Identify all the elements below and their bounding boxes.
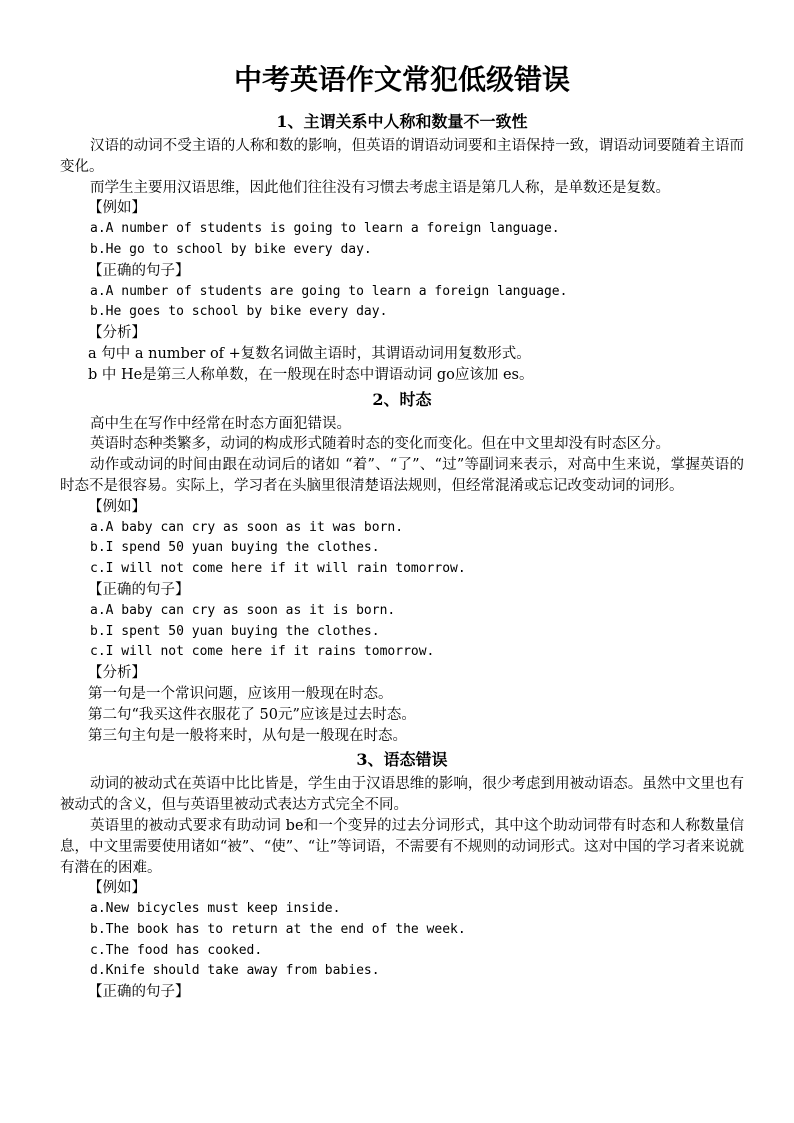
correct-label: 【正确的句子】 — [88, 581, 190, 598]
example-sentence: b.The book has to return at the end of the week. — [90, 921, 466, 937]
paragraph: 而学生主要用汉语思维，因此他们往往没有习惯去考虑主语是第几人称，是单数还是复数。 — [90, 179, 670, 196]
correct-sentence: a.A baby can cry as soon as it is born. — [90, 602, 396, 618]
example-sentence: d.Knife should take away from babies. — [90, 963, 380, 979]
paragraph: 动词的被动式在英语中比比皆是，学生由于汉语思维的影响，很少考虑到用被动语态。虽然中文里也有被动式的含义，但与英语里被动式表达方式完全不同。 — [60, 776, 744, 814]
example-sentence: b.He go to school by bike every day. — [90, 241, 372, 257]
analysis-line: a 句中 a number of +复数名词做主语时，其谓语动词用复数形式。 — [88, 345, 531, 362]
document-title: 中考英语作文常犯低级错误 — [233, 63, 570, 96]
correct-sentence: c.I will not come here if it rains tomorrow. — [90, 644, 435, 660]
correct-label: 【正确的句子】 — [88, 984, 190, 1001]
example-sentence: a.New bicycles must keep inside. — [90, 901, 341, 917]
section-tense — [60, 386, 744, 747]
analysis-label: 【分析】 — [88, 325, 146, 342]
section-heading: 1、主谓关系中人称和数量不一致性 — [276, 112, 528, 131]
example-label: 【例如】 — [88, 880, 146, 897]
paragraph: 动作或动词的时间由跟在动词后的诸如 “着”、“了”、“过”等副词来表示，对高中生来说，掌握英语的时态不是很容易。实际上，学习者在头脑里很清楚语法规则，但经常混淆或忘记改变动词的词形。 — [60, 457, 744, 494]
paragraph: 英语时态种类繁多，动词的构成形式随着时态的变化而变化。但在中文里却没有时态区分。 — [90, 436, 670, 453]
example-sentence: a.A baby can cry as soon as it was born. — [90, 519, 404, 535]
section-subject-verb-agreement — [60, 108, 744, 386]
correct-label: 【正确的句子】 — [88, 262, 190, 279]
analysis-line: 第三句主句是一般将来时，从句是一般现在时态。 — [88, 727, 407, 744]
example-label: 【例如】 — [88, 200, 146, 217]
paragraph: 汉语的动词不受主语的人称和数的影响，但英语的谓语动词要和主语保持一致，谓语动词要随着主语而变化。 — [60, 138, 744, 175]
paragraph: 英语里的被动式要求有助动词 be和一个变异的过去分词形式，其中这个助动词带有时态和人称数量信息，中文里需要使用诸如“被”、“使”、“让”等词语，不需要有不规则的动词形式。这对中国的学习者来说就有潜在的困难。 — [60, 817, 744, 876]
example-sentence: a.A number of students is going to learn a foreign language. — [90, 221, 560, 237]
correct-sentence: a.A number of students are going to learn a foreign language. — [90, 283, 568, 299]
analysis-line: 第二句“我买这件衣服花了 50元”应该是过去时态。 — [88, 706, 416, 723]
analysis-line: 第一句是一个常识问题，应该用一般现在时态。 — [88, 685, 393, 702]
document-page — [60, 58, 744, 1003]
paragraph: 高中生在写作中经常在时态方面犯错误。 — [90, 415, 351, 432]
example-sentence: c.I will not come here if it will rain tomorrow. — [90, 561, 466, 577]
analysis-label: 【分析】 — [88, 665, 146, 682]
example-label: 【例如】 — [88, 498, 146, 515]
correct-sentence: b.He goes to school by bike every day. — [90, 304, 388, 320]
section-voice-errors — [60, 746, 744, 1003]
section-heading: 3、语态错误 — [356, 750, 448, 770]
example-sentence: c.The food has cooked. — [90, 942, 263, 958]
correct-sentence: b.I spent 50 yuan buying the clothes. — [90, 623, 380, 639]
analysis-line: b 中 He是第三人称单数，在一般现在时态中谓语动词 go应该加 es。 — [88, 366, 534, 383]
section-heading: 2、时态 — [372, 389, 432, 409]
example-sentence: b.I spend 50 yuan buying the clothes. — [90, 540, 380, 556]
